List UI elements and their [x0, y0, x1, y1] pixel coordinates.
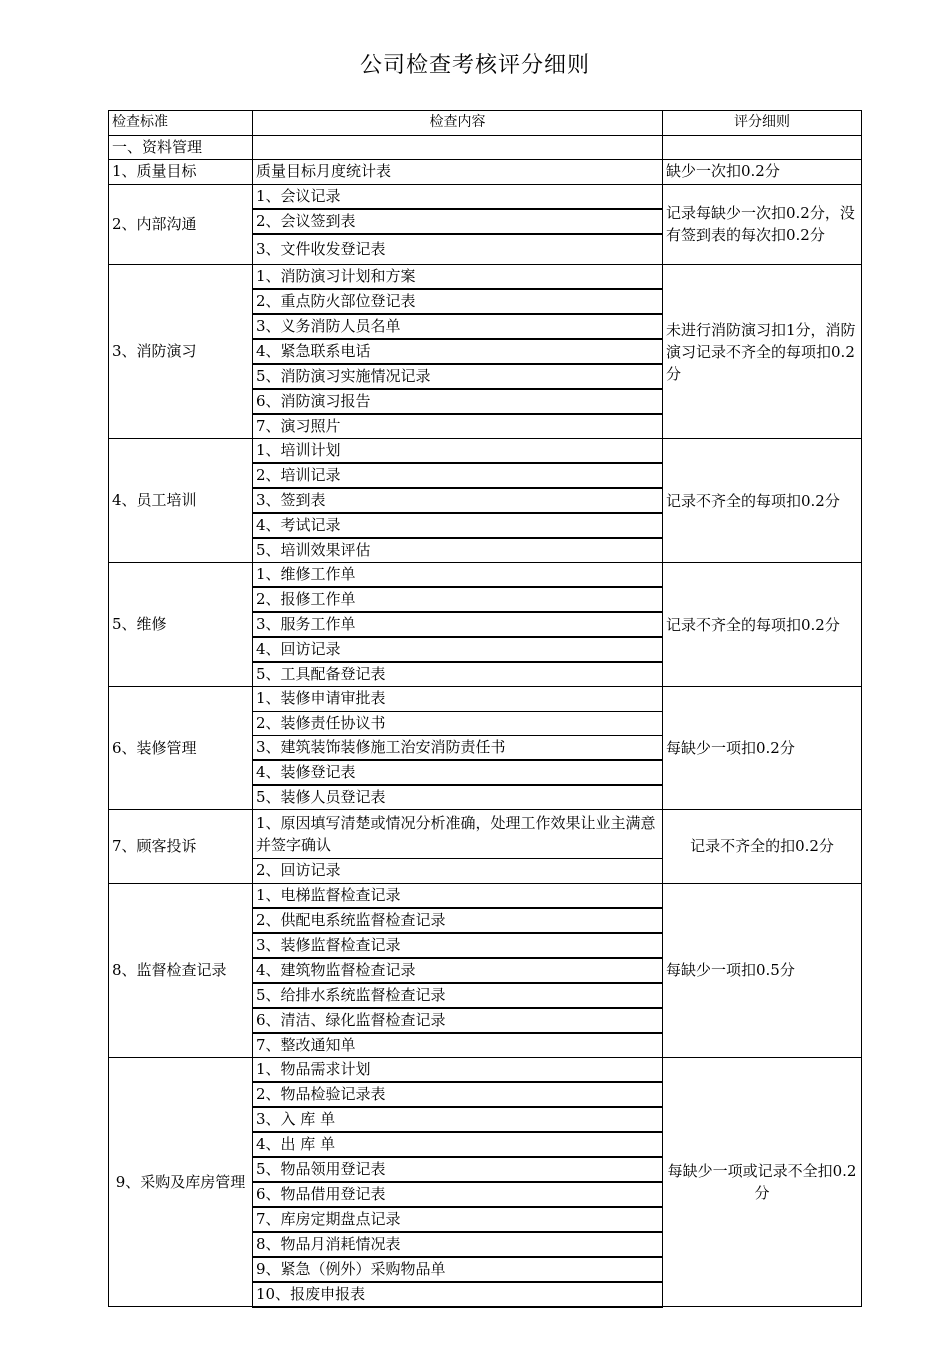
section-row — [109, 135, 862, 160]
content-cell: 2、装修责任协议书 — [253, 711, 663, 736]
table-row — [109, 160, 862, 185]
content-cell: 6、物品借用登记表 — [253, 1182, 663, 1207]
scoring-cell: 缺少一次扣0.2分 — [663, 160, 862, 185]
header-content: 检查内容 — [253, 111, 663, 136]
standard-cell: 9、采购及库房管理 — [109, 1057, 253, 1307]
standard-cell: 3、消防演习 — [109, 265, 253, 439]
content-cell: 1、维修工作单 — [253, 563, 663, 588]
standard-cell: 7、顾客投诉 — [109, 810, 253, 884]
content-cell: 3、入 库 单 — [253, 1107, 663, 1132]
content-cell: 7、演习照片 — [253, 414, 663, 439]
content-cell: 5、消防演习实施情况记录 — [253, 364, 663, 389]
content-cell: 5、装修人员登记表 — [253, 785, 663, 810]
standard-cell: 5、维修 — [109, 563, 253, 687]
standard-cell: 8、监督检查记录 — [109, 883, 253, 1057]
table-row — [109, 563, 862, 588]
content-cell: 3、文件收发登记表 — [253, 234, 663, 265]
content-cell: 3、建筑装饰装修施工治安消防责任书 — [253, 736, 663, 761]
table-row — [109, 439, 862, 464]
content-cell: 1、培训计划 — [253, 439, 663, 464]
content-cell: 1、原因填写清楚或情况分析准确，处理工作效果让业主满意并签字确认 — [253, 810, 663, 859]
content-cell: 2、物品检验记录表 — [253, 1082, 663, 1107]
content-cell: 8、物品月消耗情况表 — [253, 1232, 663, 1257]
content-cell: 4、装修登记表 — [253, 760, 663, 785]
table-row — [109, 810, 862, 859]
scoring-cell: 每缺少一项或记录不全扣0.2分 — [663, 1057, 862, 1307]
content-cell: 7、整改通知单 — [253, 1033, 663, 1058]
content-cell: 7、库房定期盘点记录 — [253, 1207, 663, 1232]
content-cell: 3、装修监督检查记录 — [253, 933, 663, 958]
standard-cell: 6、装修管理 — [109, 687, 253, 810]
scoring-table — [108, 110, 862, 1308]
content-cell: 1、装修申请审批表 — [253, 687, 663, 712]
scoring-cell: 每缺少一项扣0.5分 — [663, 883, 862, 1057]
header-standard: 检查标准 — [109, 111, 253, 136]
content-cell: 5、工具配备登记表 — [253, 662, 663, 687]
content-cell: 5、给排水系统监督检查记录 — [253, 983, 663, 1008]
standard-cell: 1、质量目标 — [109, 160, 253, 185]
content-cell: 2、报修工作单 — [253, 587, 663, 612]
standard-cell: 2、内部沟通 — [109, 184, 253, 265]
content-cell: 2、重点防火部位登记表 — [253, 289, 663, 314]
table-row — [109, 184, 862, 209]
content-cell: 1、电梯监督检查记录 — [253, 883, 663, 908]
content-cell: 3、义务消防人员名单 — [253, 314, 663, 339]
content-cell: 1、消防演习计划和方案 — [253, 265, 663, 290]
content-cell: 4、回访记录 — [253, 637, 663, 662]
content-cell: 2、回访记录 — [253, 859, 663, 884]
scoring-cell: 记录不齐全的每项扣0.2分 — [663, 439, 862, 563]
content-cell: 5、培训效果评估 — [253, 538, 663, 563]
table-row — [109, 883, 862, 908]
table-row — [109, 265, 862, 290]
content-cell: 1、物品需求计划 — [253, 1057, 663, 1082]
content-cell: 2、培训记录 — [253, 463, 663, 488]
table-header-row — [109, 111, 862, 136]
content-cell: 2、会议签到表 — [253, 209, 663, 234]
content-cell: 9、紧急（例外）采购物品单 — [253, 1257, 663, 1282]
content-cell: 2、供配电系统监督检查记录 — [253, 908, 663, 933]
content-cell: 4、建筑物监督检查记录 — [253, 958, 663, 983]
content-cell: 4、出 库 单 — [253, 1132, 663, 1157]
scoring-cell: 记录不齐全的扣0.2分 — [663, 810, 862, 884]
scoring-cell: 记录不齐全的每项扣0.2分 — [663, 563, 862, 687]
section-title: 一、资料管理 — [109, 135, 253, 160]
table-row — [109, 1057, 862, 1082]
standard-cell: 4、员工培训 — [109, 439, 253, 563]
content-cell: 质量目标月度统计表 — [253, 160, 663, 185]
content-cell: 4、紧急联系电话 — [253, 339, 663, 364]
content-cell: 3、签到表 — [253, 488, 663, 513]
content-cell: 4、考试记录 — [253, 513, 663, 538]
scoring-cell: 未进行消防演习扣1分，消防演习记录不齐全的每项扣0.2分 — [663, 265, 862, 439]
scoring-cell: 记录每缺少一次扣0.2分，没有签到表的每次扣0.2分 — [663, 184, 862, 265]
content-cell: 10、报废申报表 — [253, 1282, 663, 1307]
content-cell: 6、清洁、绿化监督检查记录 — [253, 1008, 663, 1033]
table-row — [109, 687, 862, 712]
document-title: 公司检查考核评分细则 — [359, 53, 590, 78]
content-cell: 3、服务工作单 — [253, 612, 663, 637]
content-cell: 5、物品领用登记表 — [253, 1157, 663, 1182]
content-cell: 1、会议记录 — [253, 184, 663, 209]
header-scoring: 评分细则 — [663, 111, 862, 136]
content-cell: 6、消防演习报告 — [253, 389, 663, 414]
scoring-cell: 每缺少一项扣0.2分 — [663, 687, 862, 810]
